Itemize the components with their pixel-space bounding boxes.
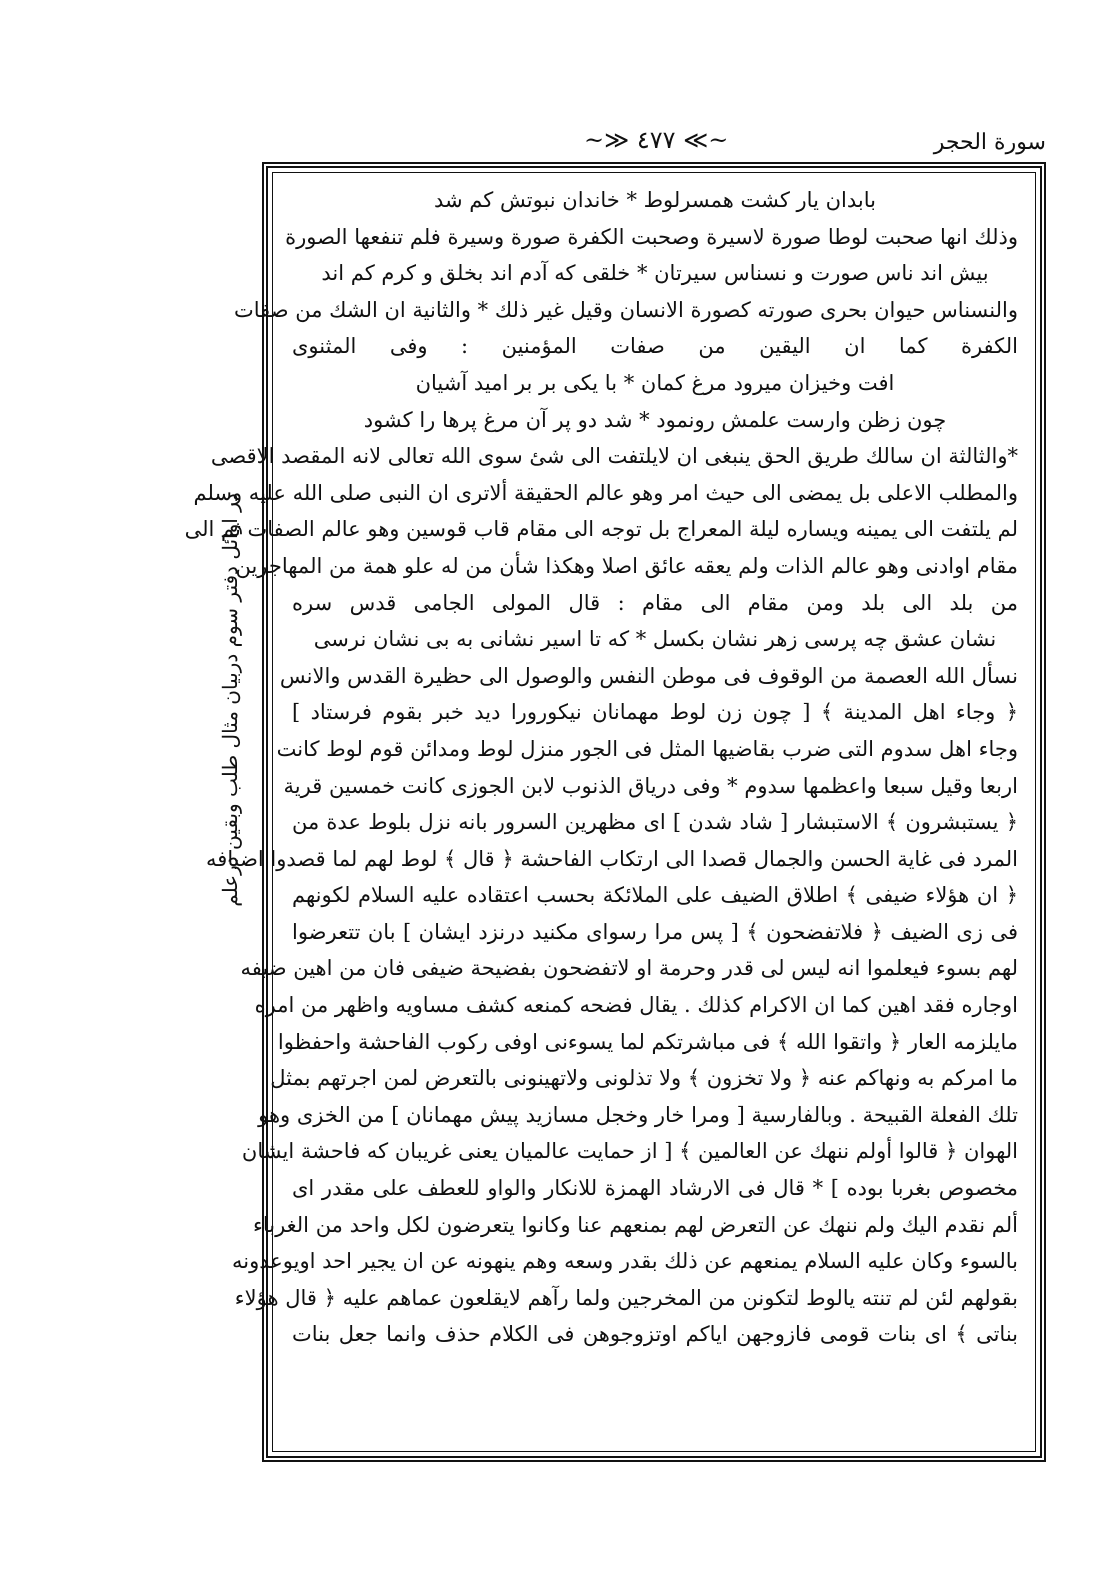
text-line: ألم نقدم اليك ولم ننهك عن التعرض لهم بمنعهم عنا وكانوا يتعرضون لكل واحد من الغرباء — [252, 1212, 1018, 1237]
text-line: بالسوء وكان عليه السلام يمنعهم عن ذلك بقدر وسعه وهم ينهونه عن ان يجير احد اويوعدونه — [231, 1249, 1018, 1274]
text-line: *والثالثة ان سالك طريق الحق ينبغى ان لايلتفت الى شئ سوى الله تعالى لانه المقصد الاقصى — [210, 444, 1018, 469]
margin-note-text: در اوائل دفتر سوم دربيان مثال طلب وبقين درعلم — [218, 493, 242, 907]
text-line: بناتى ﴾ اى بنات قومى فازوجهن اياكم اوتزوجوهن فى الكلام حذف وانما جعل بنات — [292, 1322, 1018, 1347]
text-line: مخصوص بغربا بوده ] * قال فى الارشاد الهمزة للانكار والواو للعطف على مقدر اى — [292, 1176, 1018, 1201]
text-line: ﴿ ان هؤلاء ضيفى ﴾ اطلاق الضيف على الملائكة بحسب اعتقاده عليه السلام لكونهم — [292, 883, 1018, 908]
text-line: ﴿ يستبشرون ﴾ الاستبشار [ شاد شدن ] اى مظهرين السرور بانه نزل بلوط عدة من — [292, 810, 1018, 835]
text-line: والنسناس حيوان بحرى صورته كصورة الانسان وقيل غير ذلك * والثانية ان الشك من صفات — [233, 297, 1018, 322]
surah-title: سورة الحجر — [933, 130, 1046, 155]
text-line: وذلك انها صحبت لوطا صورة لاسيرة وصحبت الكفرة صورة وسيرة فلم تنفعها الصورة — [285, 224, 1018, 249]
text-line: المرد فى غاية الحسن والجمال قصدا الى ارتكاب الفاحشة ﴿ قال ﴾ لوط لهم لما قصدوا اضيافه — [206, 846, 1018, 871]
text-line: اوجاره فقد اهين كما ان الاكرام كذلك . يقال فضحه كمنعه كشف مساويه واظهر من امره — [254, 993, 1018, 1018]
text-line: لهم بسوء فيعلموا انه ليس لى قدر وحرمة او لاتفضحون بفضيحة ضيفى فان من اهين ضيفه — [240, 956, 1018, 981]
text-line: الهوان ﴿ قالوا أولم ننهك عن العالمين ﴾ [ از حمايت عالميان يعنى غريبان كه فاحشة ايشان — [241, 1139, 1018, 1164]
text-line: نشان عشق چه پرسى زهر نشان بكسل * كه تا اسير نشانى به بى نشان نرسى — [313, 627, 997, 652]
text-line: وجاء اهل سدوم التى ضرب بقاضيها المثل فى الجور منزل لوط ومدائن قوم لوط كانت — [276, 736, 1018, 761]
text-line: مايلزمه العار ﴿ واتقوا الله ﴾ فى مباشرتكم لما يسوءنى اوفى ركوب الفاحشة واحفظوا — [277, 1029, 1018, 1054]
text-line: لم يلتفت الى يمينه ويساره ليلة المعراج بل توجه الى مقام قاب قوسين وهو عالم الصفات ثم الى — [184, 517, 1018, 542]
text-line: الكفرة كما ان اليقين من صفات المؤمنين : وفى المثنوى — [292, 334, 1018, 359]
text-line: من بلد الى بلد ومن مقام الى مقام : قال المولى الجامى قدس سره — [292, 590, 1018, 615]
text-line: افت وخيزان ميرود مرغ كمان * با يكى بر بر اميد آشيان — [415, 370, 895, 395]
text-line: ما امركم به ونهاكم عنه ﴿ ولا تخزون ﴾ ولا تذلونى ولاتهينونى بالتعرض لمن اجرتهم بمثل — [270, 1066, 1018, 1091]
text-line: بابدان يار كشت همسرلوط * خاندان نبوتش كم شد — [434, 188, 876, 212]
page-number: ~≫ ٤٧٧ ≪~ — [584, 126, 729, 154]
text-line: اربعا وقيل سبعا واعظمها سدوم * وفى درياق الذنوب لابن الجوزى كانت خمسين قرية — [283, 773, 1018, 798]
text-line: فى زى الضيف ﴿ فلاتفضحون ﴾ [ پس مرا رسواى مكنيد درنزد ايشان ] بان تتعرضوا — [292, 919, 1018, 944]
text-line: چون زظن وارست علمش رونمود * شد دو پر آن مرغ پرها را كشود — [363, 407, 947, 432]
page-header — [262, 126, 1046, 166]
text-line: ﴿ وجاء اهل المدينة ﴾ [ چون زن لوط مهمانان نيكورورا ديد خبر بقوم فرستاد ] — [292, 700, 1018, 725]
text-line: والمطلب الاعلى بل يمضى الى حيث امر وهو عالم الحقيقة ألاترى ان النبى صلى الله عليه وسلم — [193, 480, 1018, 505]
text-line: تلك الفعلة القبيحة . وبالفارسية [ ومرا خار وخجل مسازيد پيش مهمانان ] من الخزى وهو — [258, 1102, 1018, 1127]
text-line: مقام اوادنى وهو عالم الذات ولم يعقه عائق اصلا وهكذا شأن من له علو همة من المهاجرين — [235, 553, 1018, 578]
text-line: نسأل الله العصمة من الوقوف فى موطن النفس والوصول الى حظيرة القدس والانس — [279, 663, 1018, 688]
text-line: بقولهم لئن لم تنته يالوط لتكونن من المخرجين ولما رآهم لايقلعون عماهم عليه ﴿ قال هؤلاء — [234, 1285, 1018, 1310]
text-line: بيش اند ناس صورت و نسناس سيرتان * خلقى كه آدم اند بخلق و كرم كم اند — [321, 261, 989, 286]
